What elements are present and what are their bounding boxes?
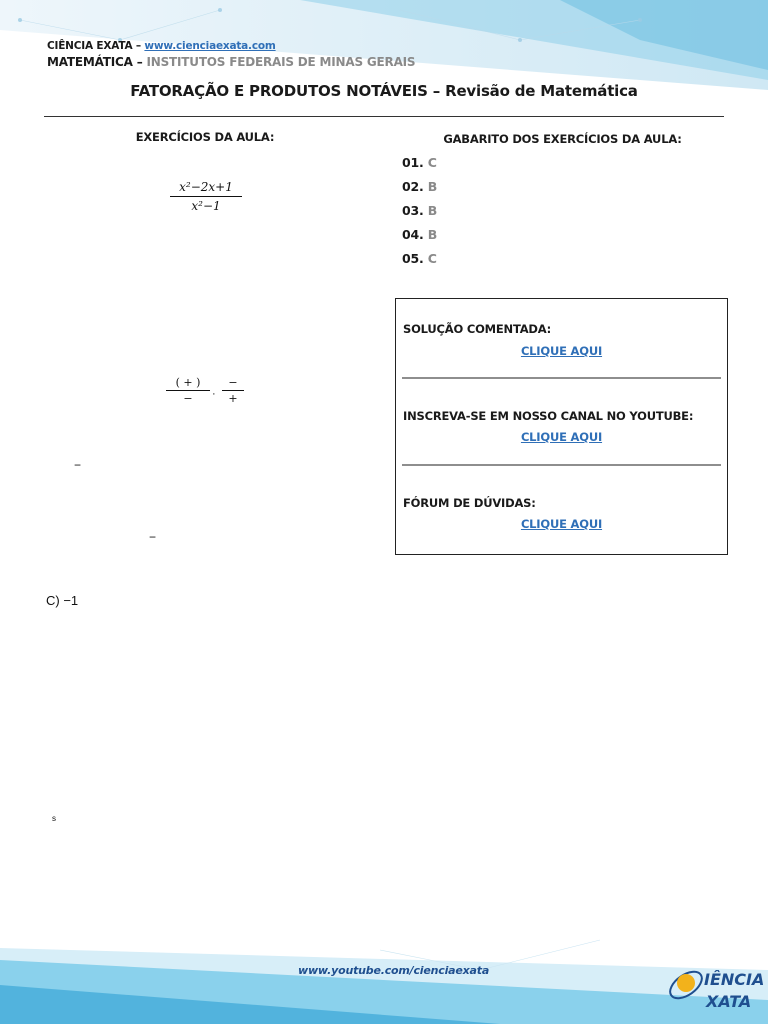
solution-label: SOLUÇÃO COMENTADA: — [403, 322, 552, 336]
header-background — [0, 0, 768, 140]
answer-item — [402, 227, 437, 251]
option-c: C) −1 — [46, 593, 79, 608]
brand-label: CIÊNCIA EXATA – — [47, 40, 141, 52]
forum-label: FÓRUM DE DÚVIDAS: — [403, 496, 536, 510]
answer-number: 03. — [402, 203, 424, 218]
fraction-left-bottom: − — [183, 392, 193, 405]
answer-key-list — [402, 155, 437, 275]
section-divider — [402, 464, 721, 466]
forum-link[interactable]: CLIQUE AQUI — [520, 517, 603, 531]
fraction-right-top: − — [228, 376, 238, 389]
answer-number: 05. — [402, 251, 424, 266]
answer-item — [402, 155, 437, 179]
fraction-right — [222, 376, 244, 405]
exercises-heading: EXERCÍCIOS DA AULA: — [135, 130, 275, 144]
fraction-left-top: ( + ) — [175, 376, 201, 389]
fraction-bar — [170, 196, 242, 197]
logo-line1: IÊNCIA — [704, 970, 764, 989]
subject-sub: INSTITUTOS FEDERAIS DE MINAS GERAIS — [146, 55, 416, 69]
footer-background — [0, 930, 768, 1024]
youtube-url-link[interactable]: www.youtube.com/cienciaexata — [298, 964, 490, 977]
answer-letter: C — [427, 251, 437, 266]
minus-sign: − — [74, 458, 82, 472]
answer-letter: B — [427, 227, 438, 242]
answer-number: 04. — [402, 227, 424, 242]
subject-label: MATEMÁTICA – — [47, 55, 143, 69]
solution-link[interactable]: CLIQUE AQUI — [520, 344, 603, 358]
answer-number: 02. — [402, 179, 424, 194]
fraction-right-bar — [222, 390, 244, 391]
footnote-mark: s — [52, 814, 56, 823]
answer-letter: C — [427, 155, 437, 170]
fraction-numerator: x²−2x+1 — [179, 180, 233, 194]
subject-header — [47, 55, 415, 69]
logo-sun-icon — [677, 974, 695, 992]
solution-box — [395, 298, 728, 555]
youtube-link[interactable]: CLIQUE AQUI — [520, 430, 603, 444]
page-title — [0, 82, 768, 100]
ciencia-exata-logo — [664, 955, 764, 1015]
site-header — [47, 40, 276, 52]
answer-item — [402, 203, 437, 227]
fraction-right-bottom: + — [228, 392, 238, 405]
multiply-dot: · — [212, 388, 216, 400]
answer-number: 01. — [402, 155, 424, 170]
youtube-label: INSCREVA-SE EM NOSSO CANAL NO YOUTUBE: — [403, 409, 694, 423]
title-divider — [44, 116, 724, 117]
page-title-rest: – Revisão de Matemática — [427, 82, 638, 100]
answer-letter: B — [427, 203, 438, 218]
page-title-main: FATORAÇÃO E PRODUTOS NOTÁVEIS — [130, 82, 428, 100]
fraction-expression — [170, 180, 242, 213]
logo-line2: XATA — [706, 992, 752, 1011]
minus-sign: − — [149, 530, 157, 544]
fraction-left — [166, 376, 210, 405]
answer-letter: B — [427, 179, 438, 194]
fraction-left-bar — [166, 390, 210, 391]
fraction-denominator: x²−1 — [191, 199, 221, 213]
answer-item — [402, 179, 437, 203]
section-divider — [402, 377, 721, 379]
answer-key-heading: GABARITO DOS EXERCÍCIOS DA AULA: — [443, 132, 682, 146]
site-link[interactable]: www.cienciaexata.com — [144, 40, 276, 52]
answer-item — [402, 251, 437, 275]
